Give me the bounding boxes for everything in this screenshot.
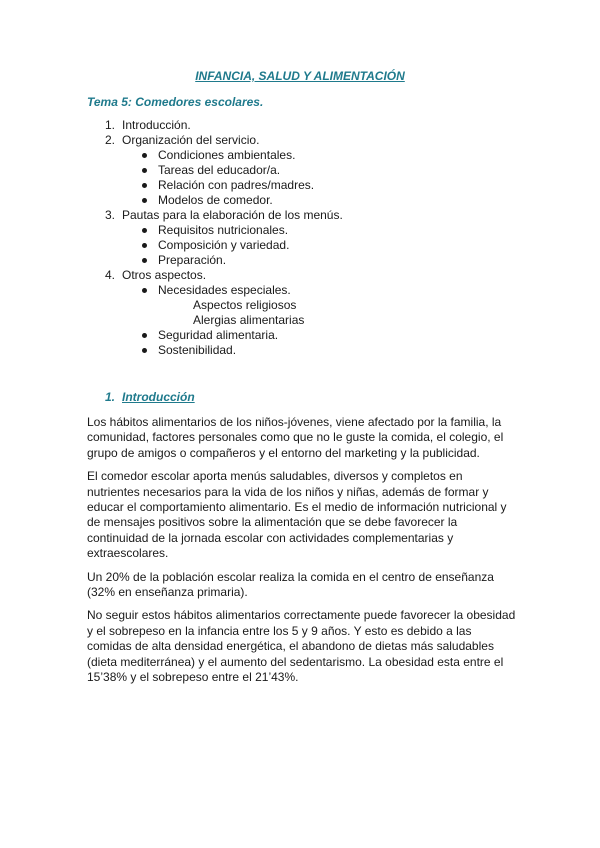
toc-number: 1. [105,118,116,132]
toc-sublabel: Tareas del educador/a. [158,163,281,177]
toc-label: Organización del servicio. [122,133,260,147]
toc-sublabel: Seguridad alimentaria. [158,328,279,342]
tema-heading: Tema 5: Comedores escolares. [87,95,264,109]
document-title: INFANCIA, SALUD Y ALIMENTACIÓN [195,69,405,83]
section-heading [105,390,195,404]
section-title: Introducción [122,390,195,404]
toc-subitem [0,343,600,358]
toc-item [0,208,600,223]
toc-subitem [0,328,600,343]
toc-subsubitem [0,313,600,328]
toc-item [0,268,600,283]
toc-subitem [0,178,600,193]
bullet-icon [142,243,147,248]
bullet-icon [142,198,147,203]
paragraph: El comedor escolar aporta menús saludables, diversos y completos en nutrientes necesarios para la vida de los niños y niñas, además de formar y educar el comportamiento alimentario. Es el medio de información nutricional y de mensajes positivos sobre la alimentación que se debe favorecer la continuidad de la jornada escolar con actividades complementarias y extraescolares. [87,469,507,561]
toc-item [0,118,600,133]
toc-label: Introducción. [122,118,191,132]
toc-subitem [0,148,600,163]
toc-sublabel: Sostenibilidad. [158,343,237,357]
toc-subsubitem [0,298,600,313]
toc-subsublabel: Alergias alimentarias [193,313,305,327]
toc-subitem [0,238,600,253]
bullet-icon [142,288,147,293]
toc-sublabel: Preparación. [158,253,227,267]
section-number: 1. [105,390,116,404]
bullet-icon [142,168,147,173]
paragraph: Un 20% de la población escolar realiza la comida en el centro de enseñanza (32% en enseñanza primaria). [87,569,494,600]
bullet-icon [142,153,147,158]
toc-subitem [0,283,600,298]
toc-sublabel: Modelos de comedor. [158,193,273,207]
bullet-icon [142,348,147,353]
section-body [87,415,517,694]
toc-sublabel: Necesidades especiales. [158,283,291,297]
toc-subitem [0,193,600,208]
bullet-icon [142,183,147,188]
toc-subitem [0,253,600,268]
toc-sublabel: Composición y variedad. [158,238,290,252]
toc-number: 4. [105,268,116,282]
bullet-icon [142,258,147,263]
toc-number: 3. [105,208,116,222]
toc-label: Pautas para la elaboración de los menús. [122,208,343,222]
toc-sublabel: Relación con padres/madres. [158,178,315,192]
bullet-icon [142,228,147,233]
toc-subsublabel: Aspectos religiosos [193,298,297,312]
paragraph: Los hábitos alimentarios de los niños-jóvenes, viene afectado por la familia, la comunidad, factores personales como que no le guste la comida, el colegio, el grupo de amigos o compañeros y el entorno del marketing y la publicidad. [87,415,504,460]
toc-number: 2. [105,133,116,147]
toc-sublabel: Requisitos nutricionales. [158,223,289,237]
toc-item [0,133,600,148]
toc-label: Otros aspectos. [122,268,207,282]
bullet-icon [142,333,147,338]
toc-subitem [0,163,600,178]
toc-subitem [0,223,600,238]
paragraph: No seguir estos hábitos alimentarios correctamente puede favorecer la obesidad y el sobrepeso en la infancia entre los 5 y 9 años. Y esto es debido a las comidas de alta densidad energética, el abandono de dietas más saludables (dieta mediterránea) y el aumento del sedentarismo. La obesidad esta entre el 15’38% y el sobrepeso entre el 21’43%. [87,608,516,685]
toc-sublabel: Condiciones ambientales. [158,148,296,162]
table-of-contents [0,118,600,358]
